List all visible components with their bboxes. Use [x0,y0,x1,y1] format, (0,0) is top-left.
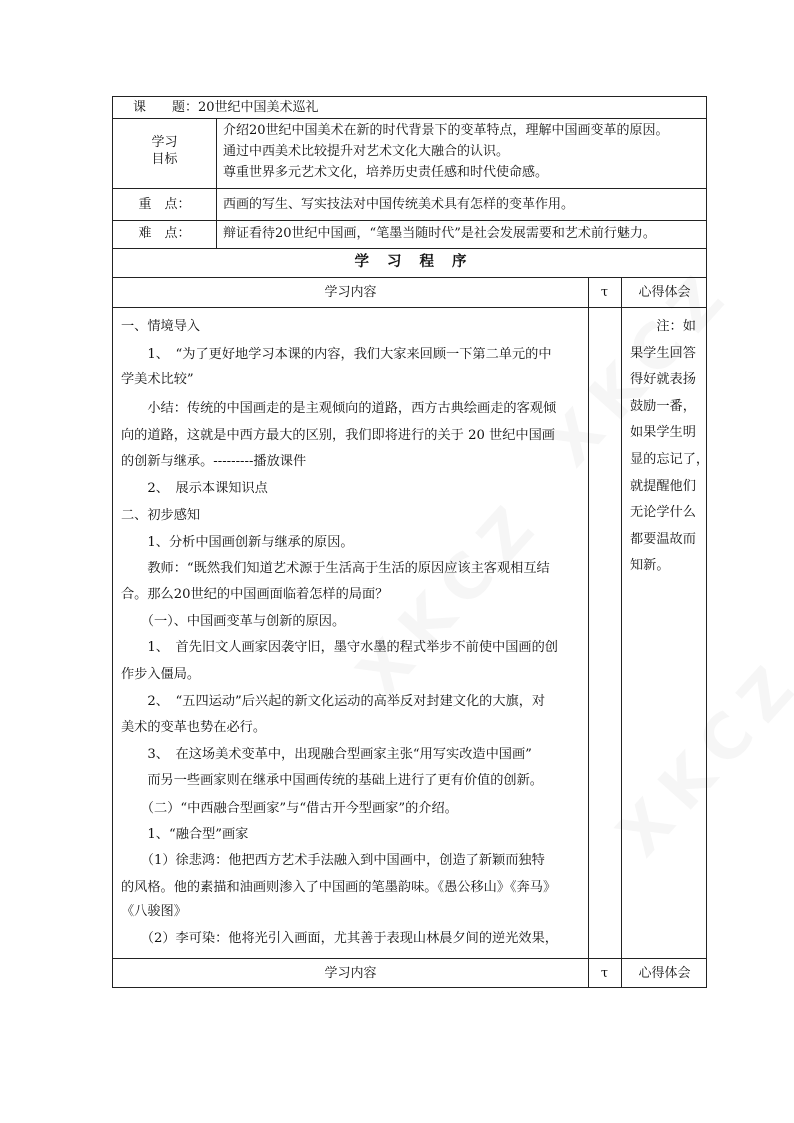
content-line: 2、 “五四运动”后兴起的新文化运动的高举反对封建文化的大旗，对 [121,694,546,709]
footer-col-tau: τ [600,966,609,981]
content-line: 二、初步感知 [121,508,201,523]
key-point-value: 西画的写生、写实技法对中国传统美术具有怎样的变革作用。 [223,197,575,212]
content-line: 作步入僵局。 [121,667,201,682]
content-line: 学美术比较” [121,372,194,387]
content-line: 1、“融合型”画家 [121,827,249,842]
note-line: 就提醒他们 [630,478,696,494]
content-line: 一、情境导入 [121,319,201,334]
col-header-notes: 心得体会 [638,285,691,300]
goals-line-2: 通过中西美术比较提升对艺术文化大融合的认识。 [223,144,510,159]
content-line: 的创新与继承。---------播放课件 [121,454,307,469]
note-line: 得好就表扬 [630,372,696,388]
content-line: 向的道路，这就是中西方最大的区别，我们即将进行的关于 20 世纪中国画 [121,428,555,443]
content-line: （1）徐悲鸿：他把西方艺术手法融入到中国画中，创造了新颖而独特 [121,853,545,868]
note-line: 鼓励一番， [630,398,696,414]
content-line: （二）“中西融合型画家”与“借古开今型画家”的介绍。 [121,801,458,816]
content-line: 美术的变革也势在必行。 [121,720,267,735]
content-line: 2、 展示本课知识点 [121,481,268,496]
topic-label: 课 题： [133,100,199,115]
note-line: 果学生回答 [630,345,696,361]
lesson-plan-table [112,96,710,988]
content-line: 小结：传统的中国画走的是主观倾向的道路，西方古典绘画走的客观倾 [121,401,557,416]
topic-value: 20世纪中国美术巡礼 [198,100,319,115]
note-line: 无论学什么 [630,505,696,521]
content-line: 的风格。他的素描和油画则渗入了中国画的笔墨韵味。《愚公移山》《奔马》 [121,880,557,895]
goals-line-3: 尊重世界多元艺术文化，培养历史责任感和时代使命感。 [223,165,549,180]
key-point-label: 重 点： [138,197,191,212]
col-header-content: 学习内容 [324,285,377,300]
content-line: 3、 在这场美术变革中，出现融合型画家主张“用写实改造中国画” [121,747,532,762]
col-header-tau: τ [600,285,609,300]
note-line: 注：如 [630,319,696,334]
footer-col-notes: 心得体会 [638,966,691,981]
content-line: 而另一些画家则在继承中国画传统的基础上进行了更有价值的创新。 [121,773,543,788]
content-line: 教师：“既然我们知道艺术源于生活高于生活的原因应该主客观相互结 [121,561,550,576]
note-line: 显的忘记了， [630,452,710,467]
goals-label: 学习 目标 [151,135,178,167]
goals-line-1: 介绍20世纪中国美术在新的时代背景下的变革特点，理解中国画变革的原因。 [223,123,669,138]
content-line: （一）、中国画变革与创新的原因。 [121,614,346,629]
topic-row [133,99,319,116]
procedure-title: 学习程序 [354,253,485,270]
difficulty-value: 辩证看待20世纪中国画，“笔墨当随时代”是社会发展需要和艺术前行魅力。 [223,226,656,241]
note-line: 知新。 [630,558,670,574]
note-line: 都要温故而 [630,531,696,547]
content-line: 《八骏图》 [121,904,187,919]
difficulty-label: 难 点： [138,226,191,241]
content-line: 1、 “为了更好地学习本课的内容，我们大家来回顾一下第二单元的中 [121,347,552,362]
content-line: （2）李可染：他将光引入画面，尤其善于表现山林晨夕间的逆光效果， [121,931,558,946]
footer-col-content: 学习内容 [324,966,377,981]
content-line: 1、 首先旧文人画家因袭守旧，墨守水墨的程式举步不前使中国画的创 [121,640,558,655]
content-line: 1、分析中国画创新与继承的原因。 [121,535,354,550]
content-line: 合。那么20世纪的中国画面临着怎样的局面？ [121,587,389,602]
note-line: 如果学生明 [630,425,696,441]
